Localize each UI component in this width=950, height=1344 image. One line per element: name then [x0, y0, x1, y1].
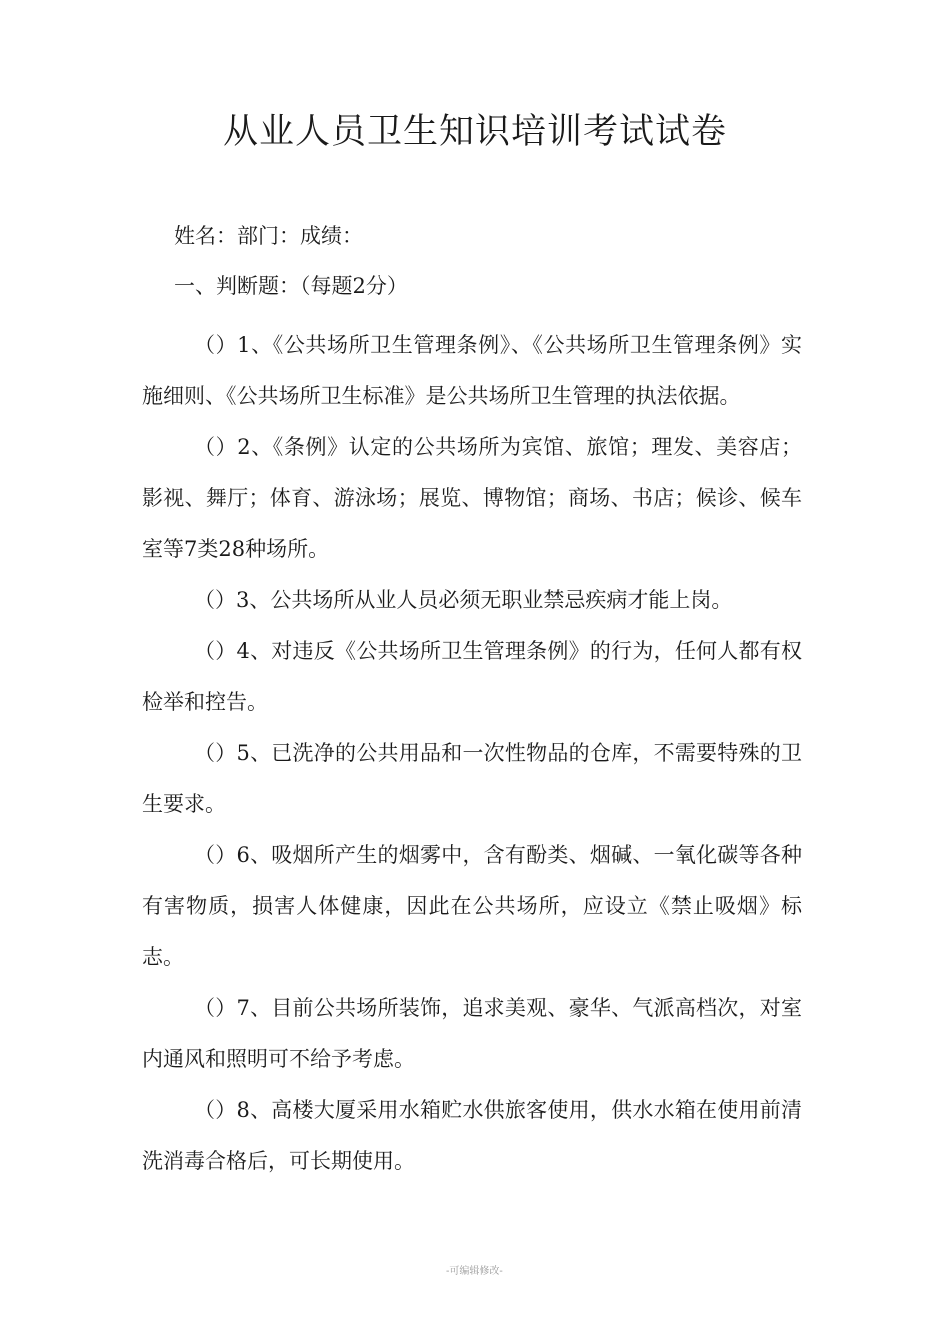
question-item: （）1、《公共场所卫生管理条例》、《公共场所卫生管理条例》实施细则、《公共场所卫生标准》是公共场所卫生管理的执法依据。 — [142, 333, 802, 408]
page-title: 从业人员卫生知识培训考试试卷 — [222, 112, 727, 152]
footer-note: -可编辑修改- — [446, 1266, 503, 1277]
section-heading: 一、判断题：（每题2分） — [174, 274, 408, 298]
question-item: （）2、《条例》认定的公共场所为宾馆、旅馆；理发、美容店；影视、舞厅；体育、游泳场；展览、博物馆；商场、书店；候诊、候车室等7类28种场所。 — [142, 435, 802, 561]
info-line: 姓名：部门：成绩： — [174, 224, 363, 248]
question-item: （）7、目前公共场所装饰，追求美观、豪华、气派高档次，对室内通风和照明可不给予考虑。 — [142, 996, 802, 1071]
question-item: （）8、高楼大厦采用水箱贮水供旅客使用，供水水箱在使用前清洗消毒合格后，可长期使用。 — [142, 1098, 802, 1173]
question-item: （）5、已洗净的公共用品和一次性物品的仓库，不需要特殊的卫生要求。 — [142, 741, 802, 816]
question-list — [142, 320, 802, 1187]
question-item: （）6、吸烟所产生的烟雾中，含有酚类、烟碱、一氧化碳等各种有害物质，损害人体健康，因此在公共场所，应设立《禁止吸烟》标志。 — [142, 843, 802, 969]
question-item: （）3、公共场所从业人员必须无职业禁忌疾病才能上岗。 — [194, 588, 733, 612]
question-item: （）4、对违反《公共场所卫生管理条例》的行为，任何人都有权检举和控告。 — [142, 639, 802, 714]
